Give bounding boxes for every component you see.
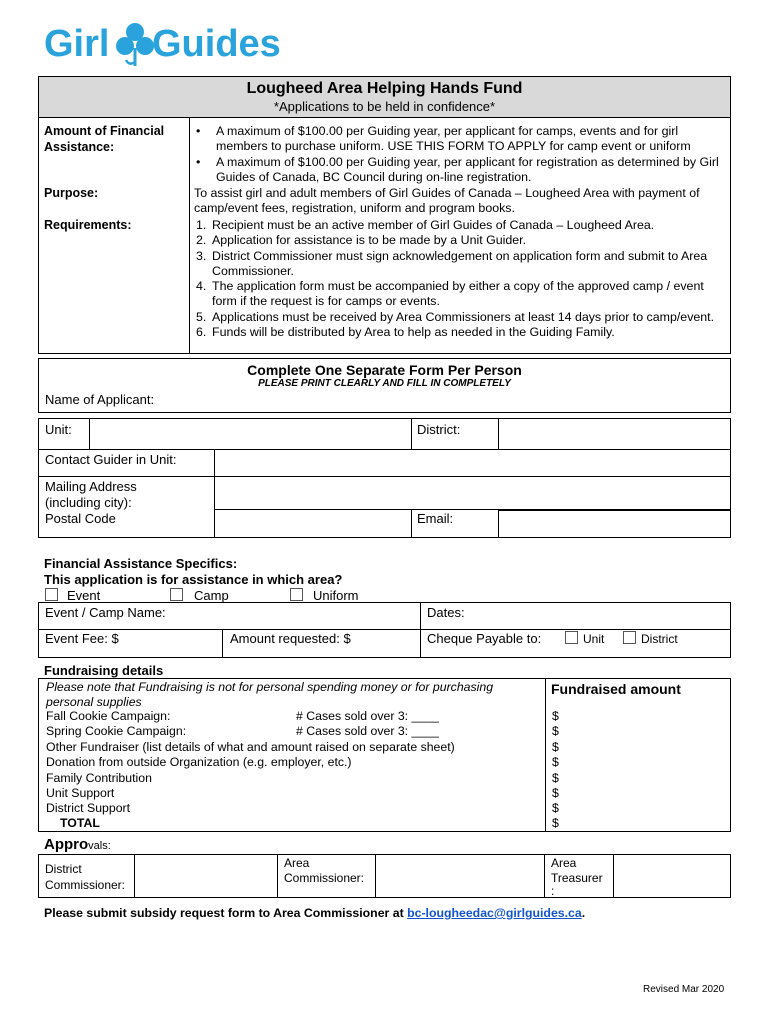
- fundraising-row-label: Other Fundraiser (list details of what and amount raised on separate sheet): [46, 740, 455, 754]
- area-treasurer-signature[interactable]: [614, 855, 730, 897]
- postal-field[interactable]: [214, 510, 412, 538]
- spring-campaign-label: Spring Cookie Campaign:: [46, 724, 187, 738]
- purpose-label: Purpose:: [44, 186, 99, 200]
- area-treasurer-label-2: Treasurer: [551, 871, 603, 885]
- fundraising-row-label: District Support: [46, 801, 131, 815]
- submit-instruction: [44, 906, 585, 921]
- amount-list: [192, 124, 727, 185]
- fundraising-row-label: Donation from outside Organization (e.g. employer, etc.): [46, 755, 352, 769]
- fundraising-row-amount[interactable]: $: [552, 771, 559, 785]
- uniform-option-label: Uniform: [313, 588, 359, 603]
- fall-campaign-label: Fall Cookie Campaign:: [46, 709, 171, 723]
- approvals-heading-small: vals:: [88, 840, 111, 852]
- trefoil-icon: [116, 22, 154, 68]
- financial-heading: Financial Assistance Specifics:: [44, 556, 238, 571]
- amount-item: • A maximum of $100.00 per Guiding year, per applicant for registration as determined by Girl Guides of Canada, BC Council during on-line registration.: [192, 155, 727, 186]
- district-field[interactable]: [498, 418, 731, 450]
- fundraising-row-amount[interactable]: $: [552, 740, 559, 754]
- contact-field[interactable]: [214, 450, 731, 477]
- fundraising-row-amount[interactable]: $: [552, 801, 559, 815]
- cheque-district-label: District: [641, 632, 678, 646]
- form-subheading: PLEASE PRINT CLEARLY AND FILL IN COMPLETELY: [258, 378, 511, 389]
- header-box: [38, 76, 731, 118]
- spring-amount[interactable]: $: [552, 724, 559, 738]
- requirement-item: Application for assistance is to be made by a Unit Guider.: [212, 233, 527, 248]
- total-label: TOTAL: [60, 816, 100, 830]
- fundraising-row-label: Family Contribution: [46, 771, 152, 785]
- purpose-text: To assist girl and adult members of Girl Guides of Canada – Lougheed Area with payment of camp/event fees, registration, uniform and program books.: [194, 186, 700, 216]
- unit-label: Unit:: [45, 422, 72, 437]
- requirement-item: The application form must be accompanied by either a copy of the approved camp / event form if the request is for camps or events.: [212, 279, 704, 309]
- approvals-divider: [277, 854, 278, 898]
- email-label: Email:: [417, 511, 454, 526]
- submit-text: Please submit subsidy request form to Area Commissioner at: [44, 906, 408, 920]
- fee-divider: [222, 630, 223, 658]
- area-treasurer-label-1: Area: [551, 856, 577, 870]
- event-checkbox[interactable]: [45, 588, 58, 601]
- page-title: Lougheed Area Helping Hands Fund: [246, 80, 523, 97]
- fundraising-row-amount[interactable]: $: [552, 755, 559, 769]
- cheque-unit-label: Unit: [583, 632, 605, 646]
- fundraising-note: Please note that Fundraising is not for personal spending money or for purchasing personal supplies: [46, 680, 494, 709]
- area-commissioner-label-1: Area: [284, 856, 310, 870]
- info-divider: [189, 118, 190, 354]
- postal-label: Postal Code: [45, 511, 116, 526]
- district-commissioner-label-2: Commissioner:: [45, 878, 126, 892]
- mailing-label-line2: (including city):: [45, 495, 132, 510]
- name-label: Name of Applicant:: [45, 392, 155, 407]
- amount-label: Amount of Financial Assistance:: [44, 124, 165, 154]
- fee-label: Event Fee: $: [45, 631, 119, 646]
- cheque-unit-checkbox[interactable]: [565, 631, 578, 644]
- logo-word-guides: Guides: [152, 23, 281, 65]
- amount-requested-label: Amount requested: $: [230, 631, 351, 646]
- unit-field[interactable]: [89, 418, 412, 450]
- mailing-field[interactable]: [214, 477, 731, 510]
- district-commissioner-label-1: District: [45, 862, 82, 876]
- requirement-item: District Commissioner must sign acknowledgement on application form and submit to Area Commissioner.: [212, 248, 708, 278]
- fundraising-row-amount[interactable]: $: [552, 786, 559, 800]
- financial-question: This application is for assistance in which area?: [44, 572, 343, 587]
- contact-label: Contact Guider in Unit:: [45, 452, 177, 467]
- requirement-item: Applications must be received by Area Commissioners at least 14 days prior to camp/event.: [212, 309, 715, 324]
- requirements-list: [192, 218, 727, 340]
- camp-checkbox[interactable]: [170, 588, 183, 601]
- requirements-label: Requirements:: [44, 218, 132, 232]
- area-treasurer-label-3: :: [551, 884, 555, 898]
- dates-label: Dates:: [427, 605, 465, 620]
- approvals-heading-big: Appro: [44, 836, 89, 853]
- spring-cases-label: # Cases sold over 3: ____: [296, 724, 439, 738]
- amount-item: • A maximum of $100.00 per Guiding year, per applicant for camps, events and for girl members to purchase uniform. USE THIS FORM TO APPLY for camp event or uniform: [192, 124, 727, 155]
- revised-date: Revised Mar 2020: [643, 984, 725, 995]
- approvals-heading: [44, 836, 111, 854]
- requirement-item: Funds will be distributed by Area to help as needed in the Guiding Family.: [212, 325, 615, 340]
- cheque-label: Cheque Payable to:: [427, 631, 542, 646]
- approvals-divider: [544, 854, 545, 898]
- logo-word-girl: Girl: [44, 23, 110, 65]
- district-label: District:: [417, 422, 461, 437]
- form-heading: Complete One Separate Form Per Person: [247, 362, 522, 378]
- fall-amount[interactable]: $: [552, 709, 559, 723]
- mailing-label-line1: Mailing Address: [45, 479, 137, 494]
- uniform-checkbox[interactable]: [290, 588, 303, 601]
- submit-period: .: [581, 906, 586, 920]
- fundraising-row-label: Unit Support: [46, 786, 115, 800]
- form-heading-box: [38, 358, 731, 413]
- submit-email-link[interactable]: bc-lougheedac@girlguides.ca: [407, 906, 582, 920]
- cheque-district-checkbox[interactable]: [623, 631, 636, 644]
- email-field[interactable]: [498, 510, 731, 538]
- fundraising-divider: [545, 678, 546, 832]
- area-commissioner-signature[interactable]: [376, 855, 544, 897]
- event-option-label: Event: [67, 588, 101, 603]
- fundraising-heading: Fundraising details: [44, 663, 164, 678]
- page-subtitle: *Applications to be held in confidence*: [273, 99, 496, 114]
- district-commissioner-signature[interactable]: [135, 855, 277, 897]
- event-name-label: Event / Camp Name:: [45, 605, 166, 620]
- fundraised-amount-header: Fundraised amount: [551, 681, 681, 697]
- camp-option-label: Camp: [194, 588, 229, 603]
- area-commissioner-label-2: Commissioner:: [284, 871, 365, 885]
- logo: [44, 22, 281, 70]
- fall-cases-label: # Cases sold over 3: ____: [296, 709, 439, 723]
- requirement-item: Recipient must be an active member of Girl Guides of Canada – Lougheed Area.: [212, 218, 655, 232]
- total-amount[interactable]: $: [552, 816, 559, 830]
